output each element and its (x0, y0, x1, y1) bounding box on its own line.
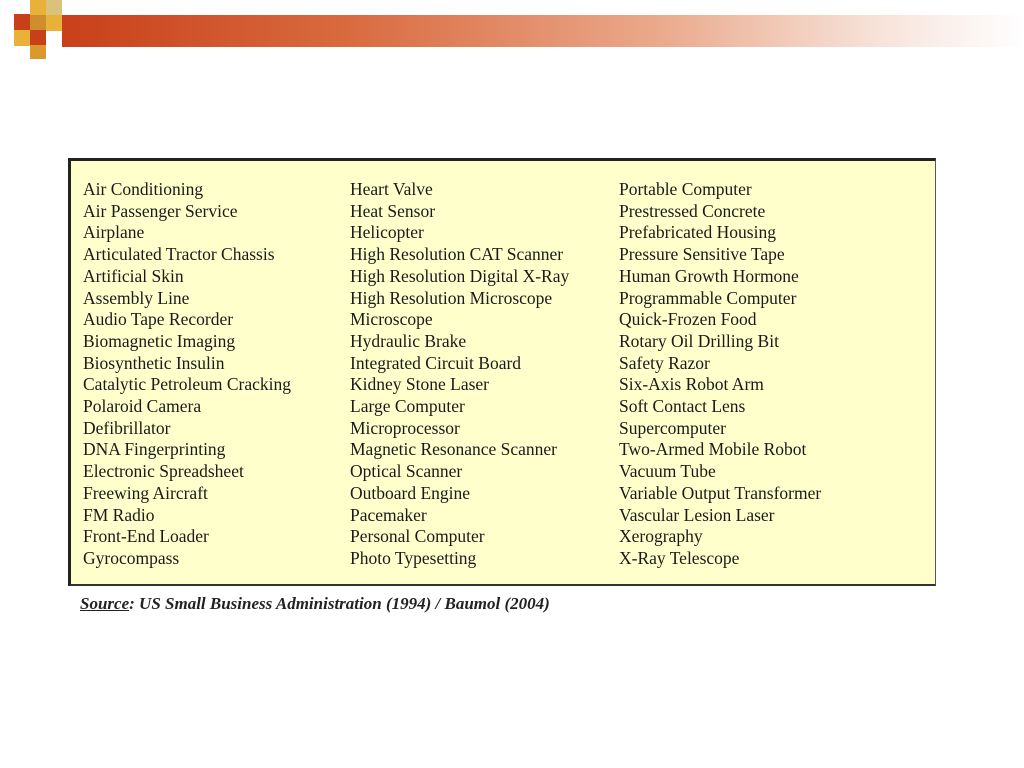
header-gradient-band (62, 15, 1024, 47)
table-column-1 (83, 179, 291, 570)
decor-square (30, 30, 46, 46)
list-item: Microprocessor (350, 417, 460, 438)
table-column-2 (350, 179, 569, 570)
list-item: DNA Fingerprinting (83, 439, 226, 460)
list-item: High Resolution CAT Scanner (350, 244, 564, 265)
list-item: Photo Typesetting (350, 547, 477, 568)
decor-square (30, 45, 46, 59)
list-item: Heart Valve (350, 179, 433, 199)
list-item: Six-Axis Robot Arm (619, 374, 764, 395)
list-item: Kidney Stone Laser (350, 374, 489, 395)
list-item: Rotary Oil Drilling Bit (619, 330, 779, 351)
list-item: Prefabricated Housing (619, 222, 776, 243)
list-item: Catalytic Petroleum Cracking (83, 374, 292, 395)
list-item: Magnetic Resonance Scanner (350, 439, 558, 460)
list-item: Air Passenger Service (83, 200, 238, 221)
list-item: Pressure Sensitive Tape (619, 244, 785, 265)
list-item: Polaroid Camera (83, 396, 202, 417)
list-item: Biosynthetic Insulin (83, 352, 225, 373)
list-item: Gyrocompass (83, 547, 180, 568)
list-item: Hydraulic Brake (350, 330, 467, 351)
list-item: Variable Output Transformer (619, 482, 822, 503)
list-item: Vacuum Tube (619, 461, 716, 482)
list-item: Safety Razor (619, 352, 710, 373)
list-item: Pacemaker (350, 504, 427, 525)
list-item: Articulated Tractor Chassis (83, 244, 275, 265)
list-item: FM Radio (83, 504, 155, 525)
list-item: Two-Armed Mobile Robot (619, 439, 807, 460)
list-item: Electronic Spreadsheet (83, 461, 244, 482)
list-item: Prestressed Concrete (619, 200, 766, 221)
source-label: Source (80, 594, 130, 613)
list-item: Integrated Circuit Board (350, 352, 522, 373)
list-item: Programmable Computer (619, 287, 797, 308)
decor-square (46, 15, 62, 31)
decor-square (46, 0, 62, 16)
innovations-table (68, 158, 936, 586)
list-item: High Resolution Microscope (350, 287, 553, 308)
list-item: Freewing Aircraft (83, 482, 208, 503)
list-item: High Resolution Digital X-Ray (350, 265, 570, 286)
list-item: Audio Tape Recorder (83, 309, 234, 330)
list-item: Assembly Line (83, 287, 190, 308)
source-citation (80, 594, 550, 614)
list-item: Portable Computer (619, 179, 752, 199)
list-item: Large Computer (350, 396, 465, 417)
decor-square (14, 14, 31, 31)
list-item: Artificial Skin (83, 265, 184, 286)
list-item: Xerography (619, 526, 703, 547)
table-column-3 (619, 179, 821, 570)
list-item: Microscope (350, 309, 433, 330)
list-item: Outboard Engine (350, 482, 471, 503)
list-item: Helicopter (350, 222, 424, 243)
list-item: Soft Contact Lens (619, 396, 746, 417)
list-item: X-Ray Telescope (619, 547, 740, 568)
decor-square (30, 15, 46, 31)
decor-square (14, 30, 30, 46)
list-item: Supercomputer (619, 417, 726, 438)
list-item: Optical Scanner (350, 461, 463, 482)
list-item: Heat Sensor (350, 200, 436, 221)
decor-square (30, 0, 46, 16)
list-item: Quick-Frozen Food (619, 309, 757, 330)
list-item: Air Conditioning (83, 179, 204, 199)
list-item: Defibrillator (83, 417, 171, 438)
list-item: Vascular Lesion Laser (619, 504, 775, 525)
list-item: Airplane (83, 222, 145, 243)
list-item: Front-End Loader (83, 526, 209, 547)
list-item: Personal Computer (350, 526, 485, 547)
list-item: Human Growth Hormone (619, 265, 799, 286)
list-item: Biomagnetic Imaging (83, 330, 236, 351)
source-text: : US Small Business Administration (1994) / Baumol (2004) (129, 594, 550, 613)
